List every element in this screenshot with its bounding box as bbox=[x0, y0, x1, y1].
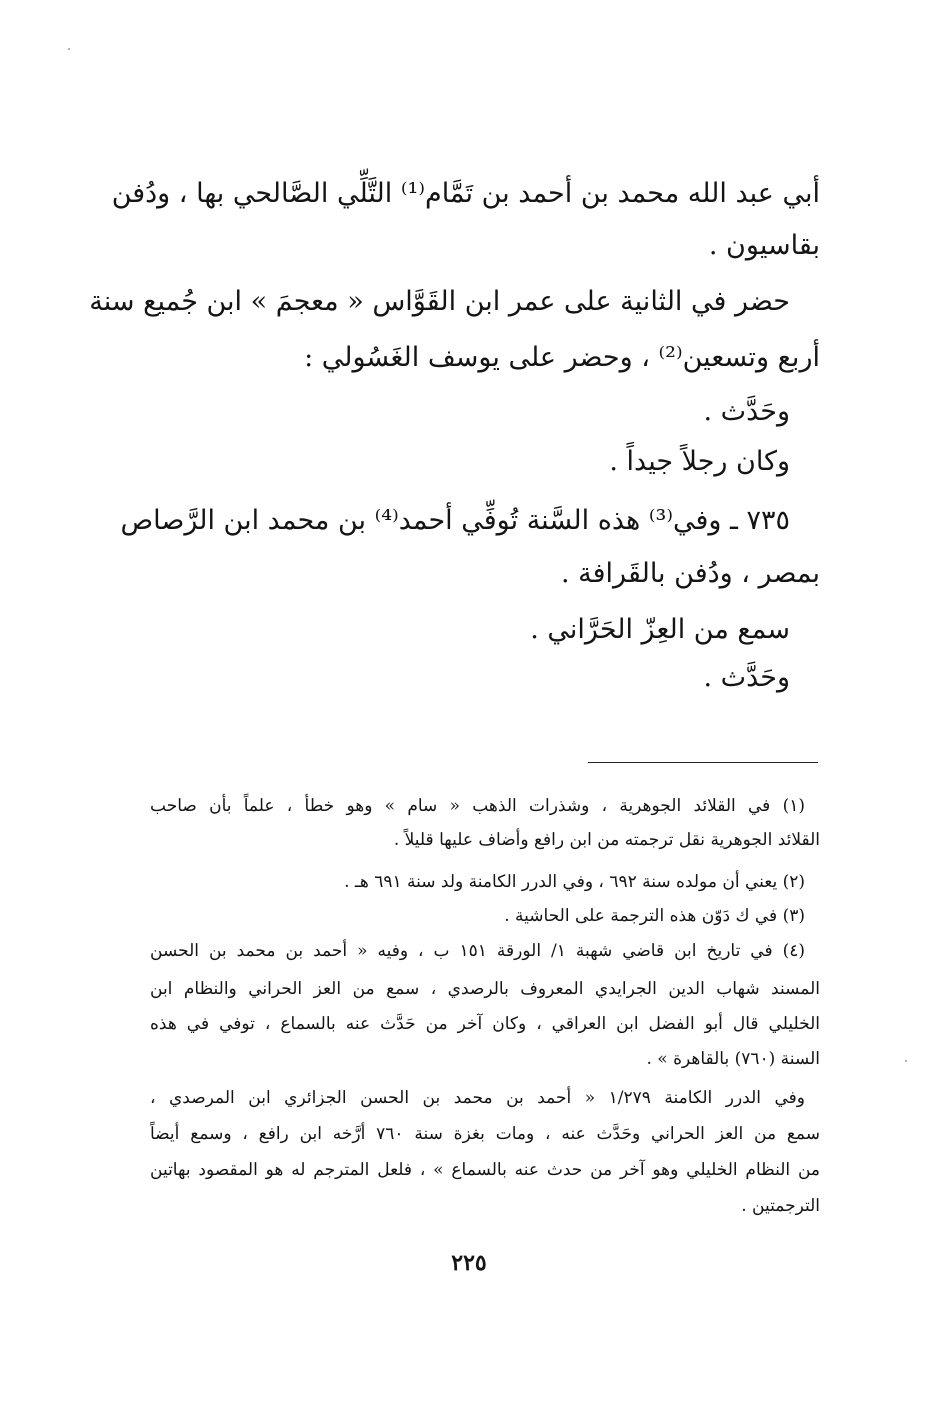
footnote-line: (٤) في تاريخ ابن قاضي شهبة ١/ الورقة ١٥١ ب ، وفيه « أحمد بن محمد بن الحسن bbox=[150, 941, 806, 961]
main-text-line: حضر في الثانية على عمر ابن القَوَّاس « معجمَ » ابن جُميع سنة bbox=[89, 286, 790, 317]
footnote-line: وفي الدرر الكامنة ١/٢٧٩ « أحمد بن محمد بن الحسن الجزائري ابن المرصدي ، bbox=[150, 1088, 805, 1108]
footnote-line: الخليلي قال أبو الفضل ابن العراقي ، وكان آخر من حَدَّث عنه بالسماع ، توفي في هذه bbox=[150, 1014, 820, 1034]
footnote-line: من النظام الخليلي وهو آخر من حدث عنه بالسماع » ، فلعل المترجم له هو المقصود بهاتين bbox=[150, 1160, 820, 1180]
footnote-line: (٣) في ك دَوّن هذه الترجمة على الحاشية . bbox=[504, 906, 805, 926]
main-text-line: بمصر ، ودُفن بالقَرافة . bbox=[561, 558, 820, 589]
main-text-line: وحَدَّث . bbox=[703, 396, 790, 427]
footnote-line: الترجمتين . bbox=[741, 1196, 820, 1216]
main-text-line: ٧٣٥ ـ وفي⁽³⁾ هذه السَّنة تُوفِّي أحمد⁽⁴⁾ بن محمد ابن الرَّصاص bbox=[120, 505, 790, 536]
footnote-line: (٢) يعني أن مولده سنة ٦٩٢ ، وفي الدرر الكامنة ولد سنة ٦٩١ هـ . bbox=[344, 872, 805, 892]
main-text-line: وحَدَّث . bbox=[703, 662, 790, 693]
main-text-line: أربع وتسعين⁽²⁾ ، وحضر على يوسف الغَسُولي : bbox=[304, 342, 820, 373]
footnote-line: المسند شهاب الدين الجرايدي المعروف بالرصدي ، سمع من العز الحراني والنظام ابن bbox=[150, 979, 820, 999]
footnote-line: القلائد الجوهرية نقل ترجمته من ابن رافع وأضاف عليها قليلاً . bbox=[393, 830, 820, 850]
footnote-separator bbox=[588, 762, 818, 763]
page-number: ٢٢٥ bbox=[451, 1250, 487, 1276]
footnote-line: (١) في القلائد الجوهرية ، وشذرات الذهب « سام » وهو خطأ ، علماً بأن صاحب bbox=[150, 796, 805, 816]
main-text-line: وكان رجلاً جيداً . bbox=[609, 446, 790, 477]
scan-speck bbox=[905, 1060, 907, 1062]
scan-speck bbox=[68, 48, 70, 50]
main-text-line: بقاسيون . bbox=[708, 230, 820, 261]
main-text-line: أبي عبد الله محمد بن أحمد بن تَمَّام⁽¹⁾ التَّلِّي الصَّالحي بها ، ودُفن bbox=[111, 178, 820, 209]
main-text-line: سمع من العِزّ الحَرَّاني . bbox=[530, 614, 790, 645]
footnote-line: سمع من العز الحراني وحَدَّث عنه ، ومات بغزة سنة ٧٦٠ أرَّخه ابن رافع ، وسمع أيضاً bbox=[150, 1124, 820, 1144]
footnote-line: السنة (٧٦٠) بالقاهرة » . bbox=[646, 1049, 820, 1069]
